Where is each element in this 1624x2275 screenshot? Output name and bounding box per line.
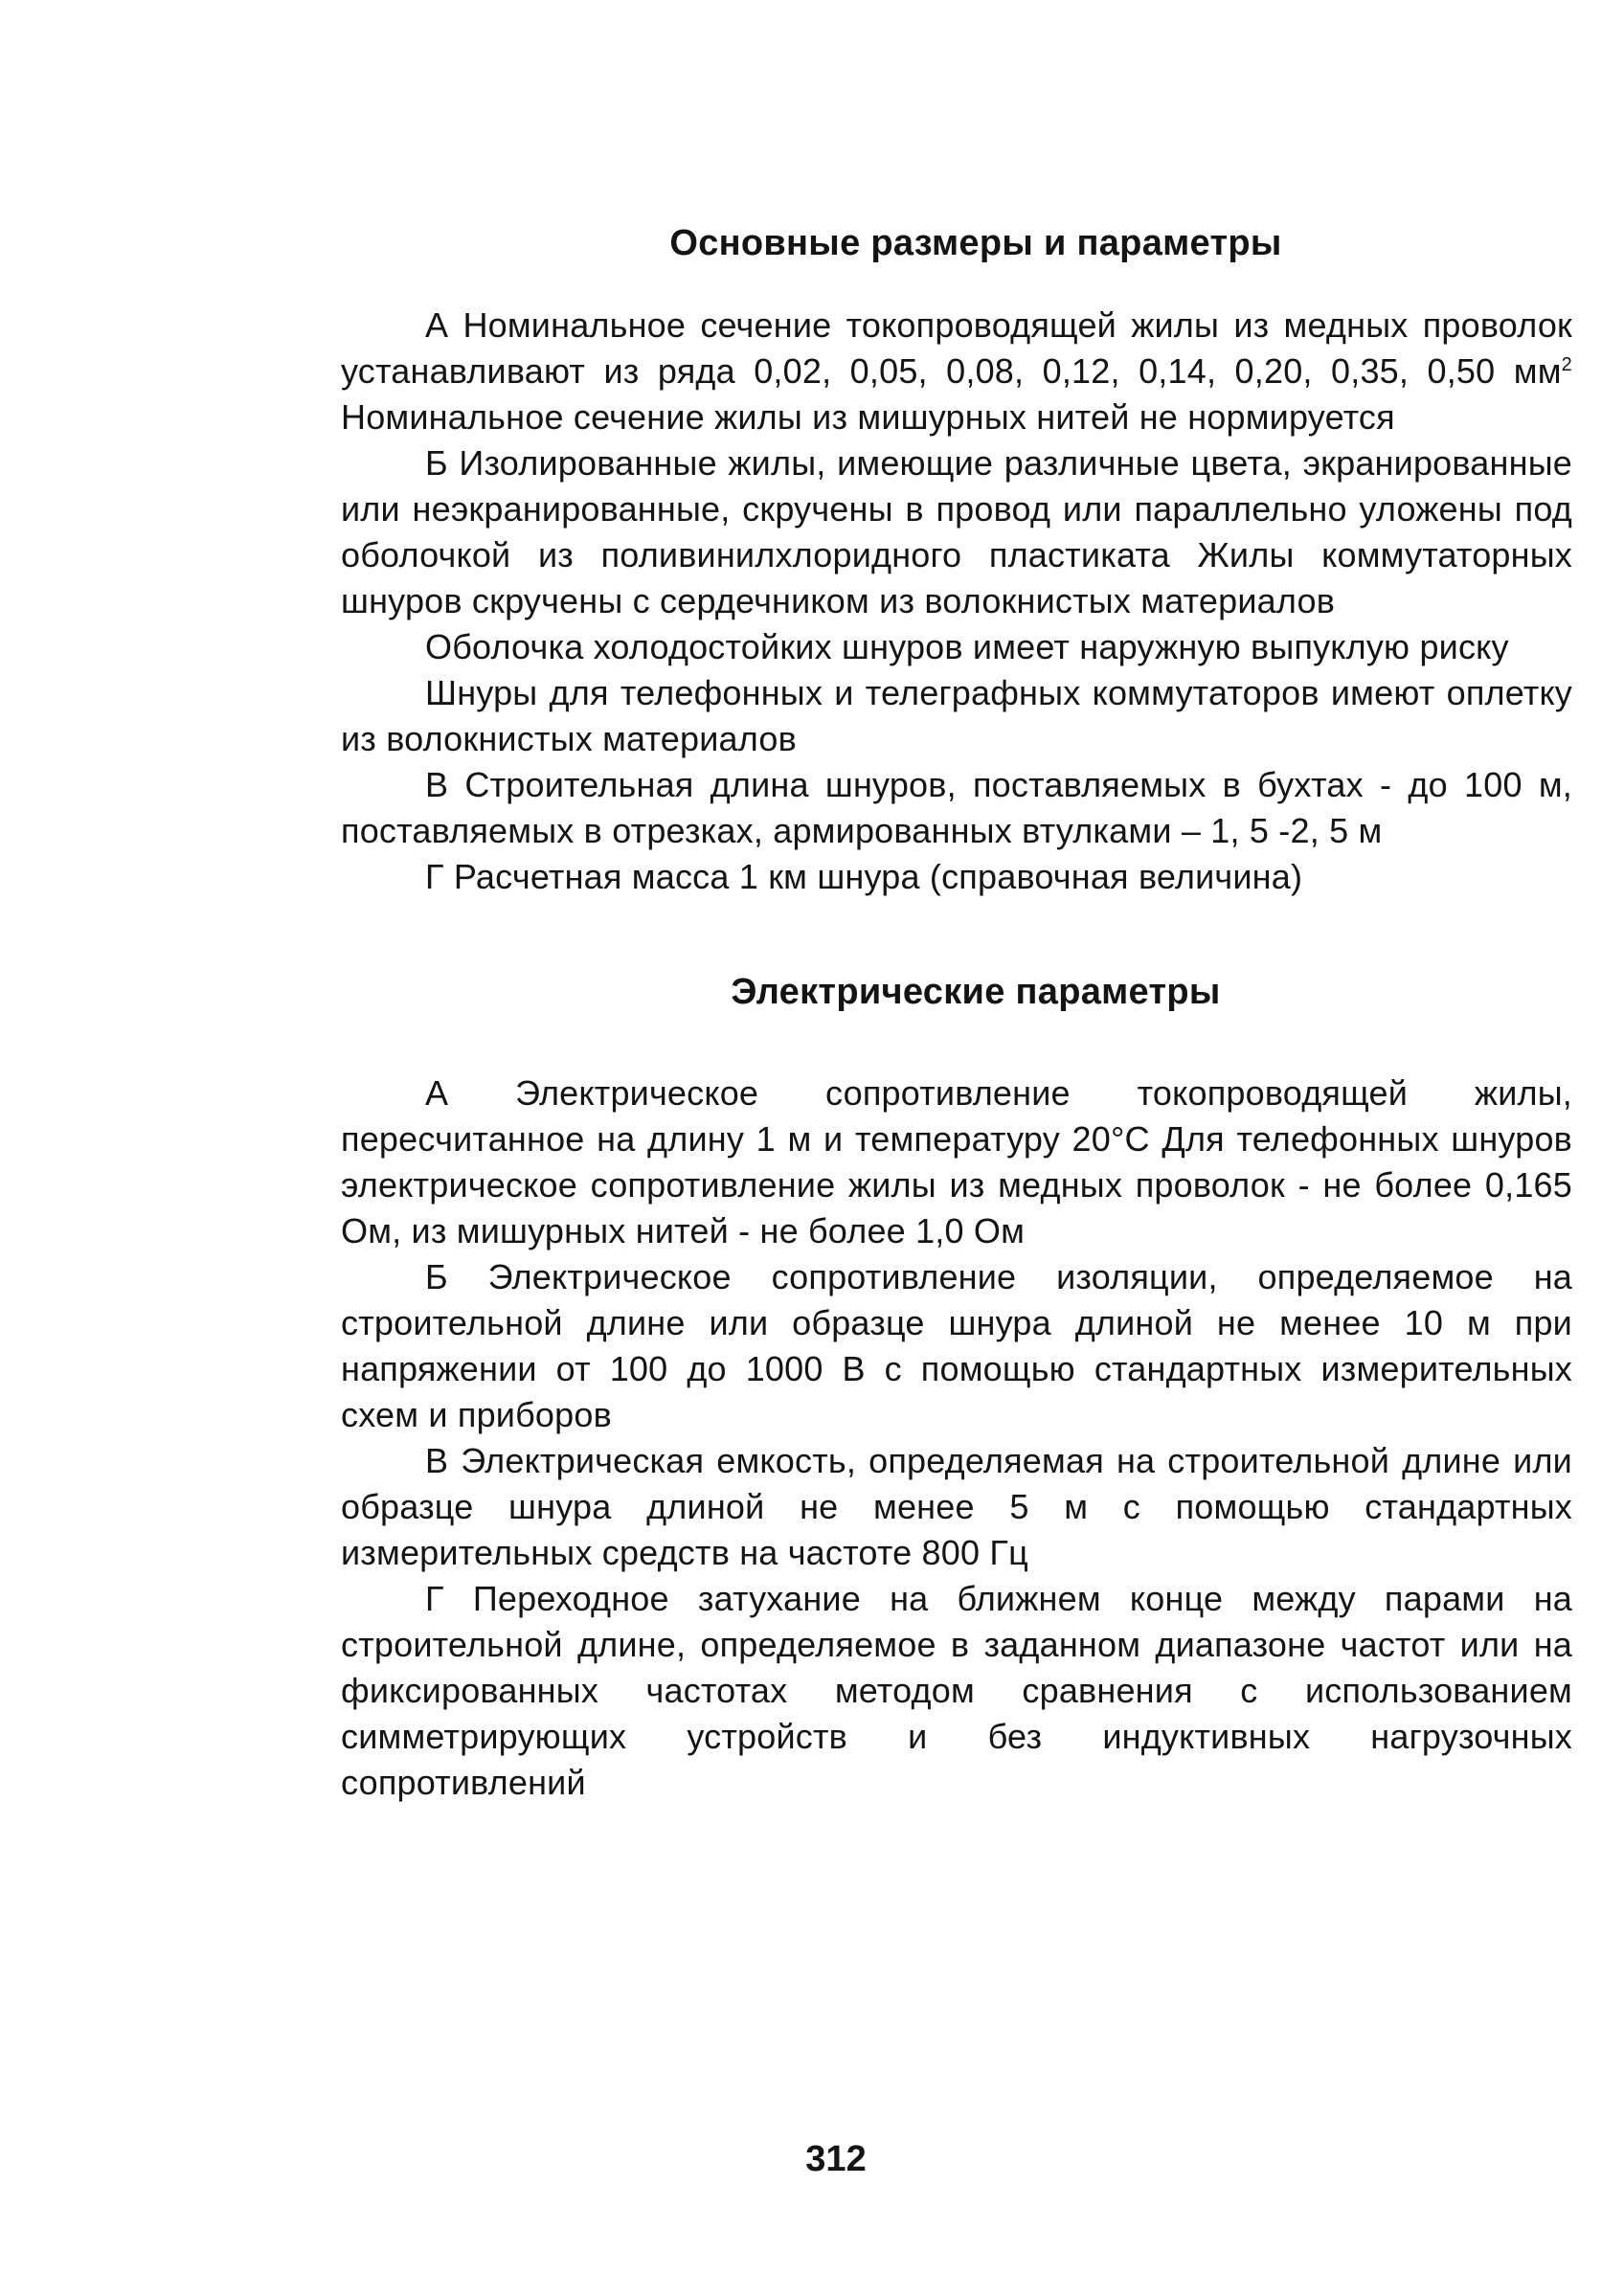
- paragraph-text: А Номинальное сечение токопроводящей жилы из медных проволок устанавливают из ряда 0,02, 0,05, 0,08, 0,12, 0,14, 0,20, 0,35, 0,50 мм: [341, 305, 1572, 391]
- paragraph-crosstalk-attenuation: Г Переходное затухание на ближнем конце между парами на строительной длине, определяемое в заданном диапазоне частот или на фиксированных частотах методом сравнения с использованием симметрирующих устройств и без индуктивных нагрузочных сопротивлений: [341, 1579, 1572, 1802]
- page-content: [341, 218, 1572, 1806]
- paragraph-capacitance: В Электрическая емкость, определяемая на строительной длине или образце шнура длиной не менее 5 м с помощью стандартных измерительных средств на частоте 800 Гц: [341, 1441, 1572, 1572]
- paragraph-construction-length: В Строительная длина шнуров, поставляемых в бухтах - до 100 м, поставляемых в отрезках, армированных втулками – 1, 5 -2, 5 м: [341, 765, 1572, 850]
- paragraph-nominal-cross-section: [341, 303, 1572, 440]
- page-number: 312: [805, 2139, 867, 2179]
- section-title-electrical-parameters: Электрические параметры: [731, 972, 1221, 1012]
- section-title-main-dimensions: Основные размеры и параметры: [669, 223, 1282, 263]
- paragraph-conductor-resistance: А Электрическое сопротивление токопроводящей жилы, пересчитанное на длину 1 м и температуру 20°С Для телефонных шнуров электрическое сопротивление жилы из медных проволок - не более 0,165 Ом, из мишурных нитей - не более 1,0 Ом: [341, 1073, 1572, 1250]
- paragraph-sheath-marking: Оболочка холодостойких шнуров имеет наружную выпуклую риску: [425, 627, 1509, 666]
- paragraph-switchboard-cords-braid: Шнуры для телефонных и телеграфных коммутаторов имеют оплетку из волокнистых материалов: [341, 673, 1572, 758]
- superscript-exponent: 2: [1561, 354, 1572, 375]
- paragraph-text: Номинальное сечение жилы из мишурных нитей не нормируется: [341, 397, 1395, 437]
- paragraph-insulation-resistance: Б Электрическое сопротивление изоляции, определяемое на строительной длине или образце шнура длиной не менее 10 м при напряжении от 100 до 1000 В с помощью стандартных измерительных схем и приборов: [341, 1257, 1572, 1434]
- paragraph-insulated-conductors: Б Изолированные жилы, имеющие различные цвета, экранированные или неэкранированные, скручены в провод или параллельно уложены под оболочкой из поливинилхлоридного пластиката Жилы коммутаторных шнуров скручены с сердечником из волокнистых материалов: [341, 443, 1572, 620]
- paragraph-calculated-mass: Г Расчетная масса 1 км шнура (справочная величина): [425, 857, 1303, 896]
